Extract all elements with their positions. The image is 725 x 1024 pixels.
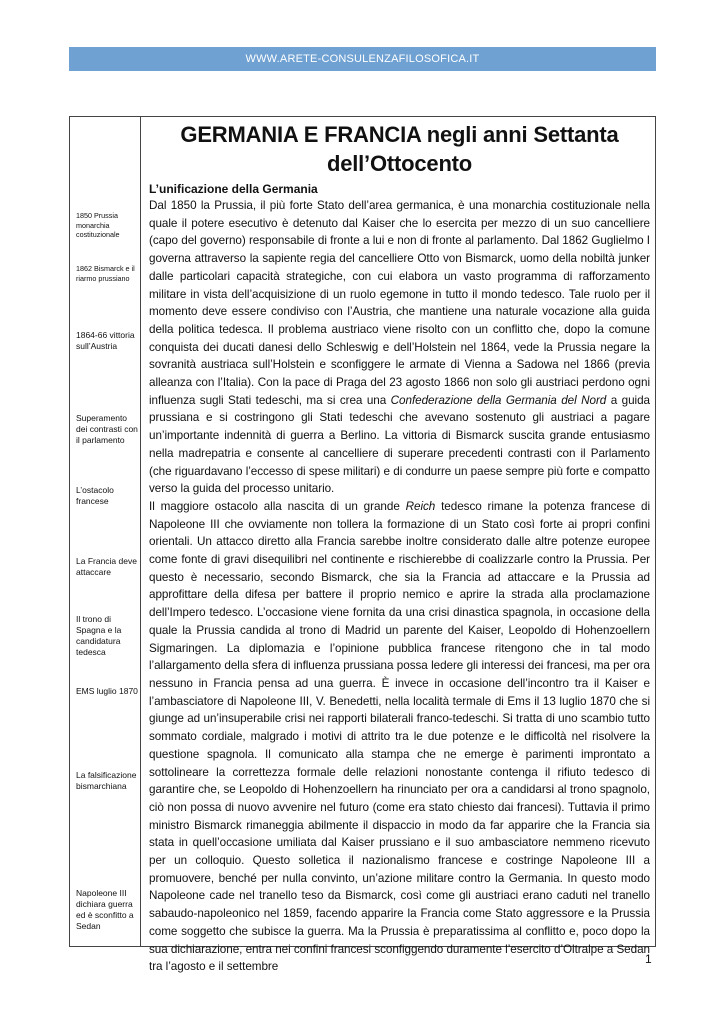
- paragraph-2-text-rest: tedesco rimane la potenza francese di Napoleone III che ovviamente non tollera la formazione di un Stato così forte ai propri confini orientali. Un attacco diretto alla Francia sarebbe inoltre considerato dalle altre potenze europee come fonte di gravi disequilibri nel continente e rischierebbe di coalizzarle contro la Prussia. Per questo è necessario, secondo Bismarck, che sia la Francia ad attaccare e la Prussia ad approfittare della difesa per battere il proprio nemico e aprire la strada alla proclamazione dell’Impero tedesco. L’occasione viene fornita da una crisi dinastica spagnola, in occasione della quale la Prussia candida al trono di Madrid un parente del Kaiser, Leopoldo di Hohenzoellern Sigmaringen. La diplomazia e l’opinione pubblica francese ritengono che in tal modo l’allargamento della sfera di influenza prussiana possa ledere gli interessi dei francesi, ma per ora nessuno in Francia pensa ad una guerra. È invece in occasione dell’incontro tra il Kaiser e l’ambasciatore di Napoleone III, V. Benedetti, nella località termale di Ems il 13 luglio 1870 che si giunge ad un’insuperabile crisi nei rapporti bilaterali franco-tedeschi. Si tratta di uno scambio tutto sommato cordiale, malgrado i motivi di attrito tra le due potenze e le difficoltà nel risolvere la questione spagnola. Il comunicato alla stampa che ne emerge è parimenti improntato a sottolineare la correttezza formale delle relazioni nonostante contenga il rifiuto tedesco di garantire che, se Leopoldo di Hohenzoellern ha rinunciato per ora a candidarsi al trono spagnolo, ciò non possa di nuovo avvenire nel futuro (come era stato chiesto dai francesi). Tuttavia il primo ministro Bismarck rimaneggia abilmente il dispaccio in modo da far apparire che la Francia sia stata in quell’occasione umiliata dal Kaiser prussiano e il suo ambasciatore nemmeno ricevuto per un colloquio. Questo solletica il nazionalismo francese e costringe Napoleone III a promuovere, benché per nulla convinto, un’azione militare contro la Germania. In questo modo Napoleone cade nel tranello teso da Bismarck, così come gli austriaci erano caduti nel tranello sabaudo-napoleonico nel 1859, facendo apparire la Francia come Stato aggressore e la Prussia come soggetto che subisce la guerra. Ma la Prussia è preparatissima al conflitto e, poco dopo la sua dichiarazione, entra nei confini francesi sconfiggendo duramente l’esercito d’Oltralpe a Sedan tra l’agosto e il settembre: [149, 499, 650, 974]
- website-url: WWW.ARETE-CONSULENZAFILOSOFICA.IT: [245, 53, 480, 65]
- paragraph-2: [149, 498, 650, 976]
- page-frame: [69, 116, 656, 974]
- paragraph-1-text-rest: a guida prussiana e si costringono gli Stati tedeschi che avevano sostenuto gli austriaci a pagare un’importante indennità di guerra a Berlino. La vittoria di Bismarck suscita grande entusiasmo nella madrepatria e consente al cancelliere di superare precedenti contrasti con il Parlamento (che riguardavano l’eccesso di spese militari) e di condurre un paese sempre più forte e compatto verso la guida del processo unitario.: [149, 393, 650, 496]
- main-text-column: [142, 117, 656, 974]
- website-banner: [69, 47, 656, 71]
- paragraph-1: [149, 197, 650, 498]
- paragraph-2-text: Il maggiore ostacolo alla nascita di un grande: [149, 499, 406, 513]
- margin-note: 1850 Prussia monarchia costituzionale: [76, 211, 120, 239]
- document-title: GERMANIA E FRANCIA negli anni Settanta dell’Ottocento: [180, 122, 619, 176]
- margin-note: La Francia deve attaccare: [76, 556, 137, 577]
- margin-note: Napoleone III dichiara guerra ed è sconfitto a Sedan: [76, 888, 134, 931]
- margin-note: Superamento dei contrasti con il parlamento: [76, 413, 138, 445]
- margin-note: Il trono di Spagna e la candidatura tedesca: [76, 614, 122, 657]
- paragraph-2-italic: Reich: [405, 499, 436, 513]
- margin-note: 1862 Bismarck e il riarmo prussiano: [76, 264, 135, 283]
- margin-notes-column: [70, 117, 141, 946]
- page-number: 1: [645, 952, 652, 966]
- section-heading: L’unificazione della Germania: [149, 182, 318, 196]
- paragraph-1-italic: Confederazione della Germania del Nord: [390, 393, 607, 407]
- margin-note: L’ostacolo francese: [76, 485, 114, 506]
- margin-note: EMS luglio 1870: [76, 686, 138, 696]
- margin-note: La falsificazione bismarchiana: [76, 770, 137, 791]
- margin-note: 1864-66 vittoria sull’Austria: [76, 330, 135, 351]
- paragraph-1-text: Dal 1850 la Prussia, il più forte Stato dell’area germanica, è una monarchia costituzionale nella quale il potere esecutivo è detenuto dal Kaiser che lo esercita per mezzo di un suo cancelliere (capo del governo) responsabile di fronte a lui e non di fronte al parlamento. Dal 1862 Guglielmo I governa attraverso la sapiente regia del cancelliere Otto von Bismarck, uomo della nobiltà junker dalle particolari capacità strategiche, con cui elabora un vasto programma di rafforzamento militare in vista dell’acquisizione di un ruolo egemone in tutto il mondo tedesco. Tale ruolo per il momento deve essere condiviso con l’Austria, che mantiene una naturale vocazione alla guida della politica tedesca. Il problema austriaco viene risolto con un conflitto che, dopo la comune conquista dei ducati danesi dello Schleswig e dell’Holstein nel 1864, vede la Prussia negare la sovranità austriaca sull’Holstein e sconfiggere le armate di Vienna a Sadowa nel 1866 (previa alleanza con l’Italia). Con la pace di Praga del 23 agosto 1866 non solo gli austriaci perdono ogni influenza sugli Stati tedeschi, ma si crea una: [149, 199, 650, 407]
